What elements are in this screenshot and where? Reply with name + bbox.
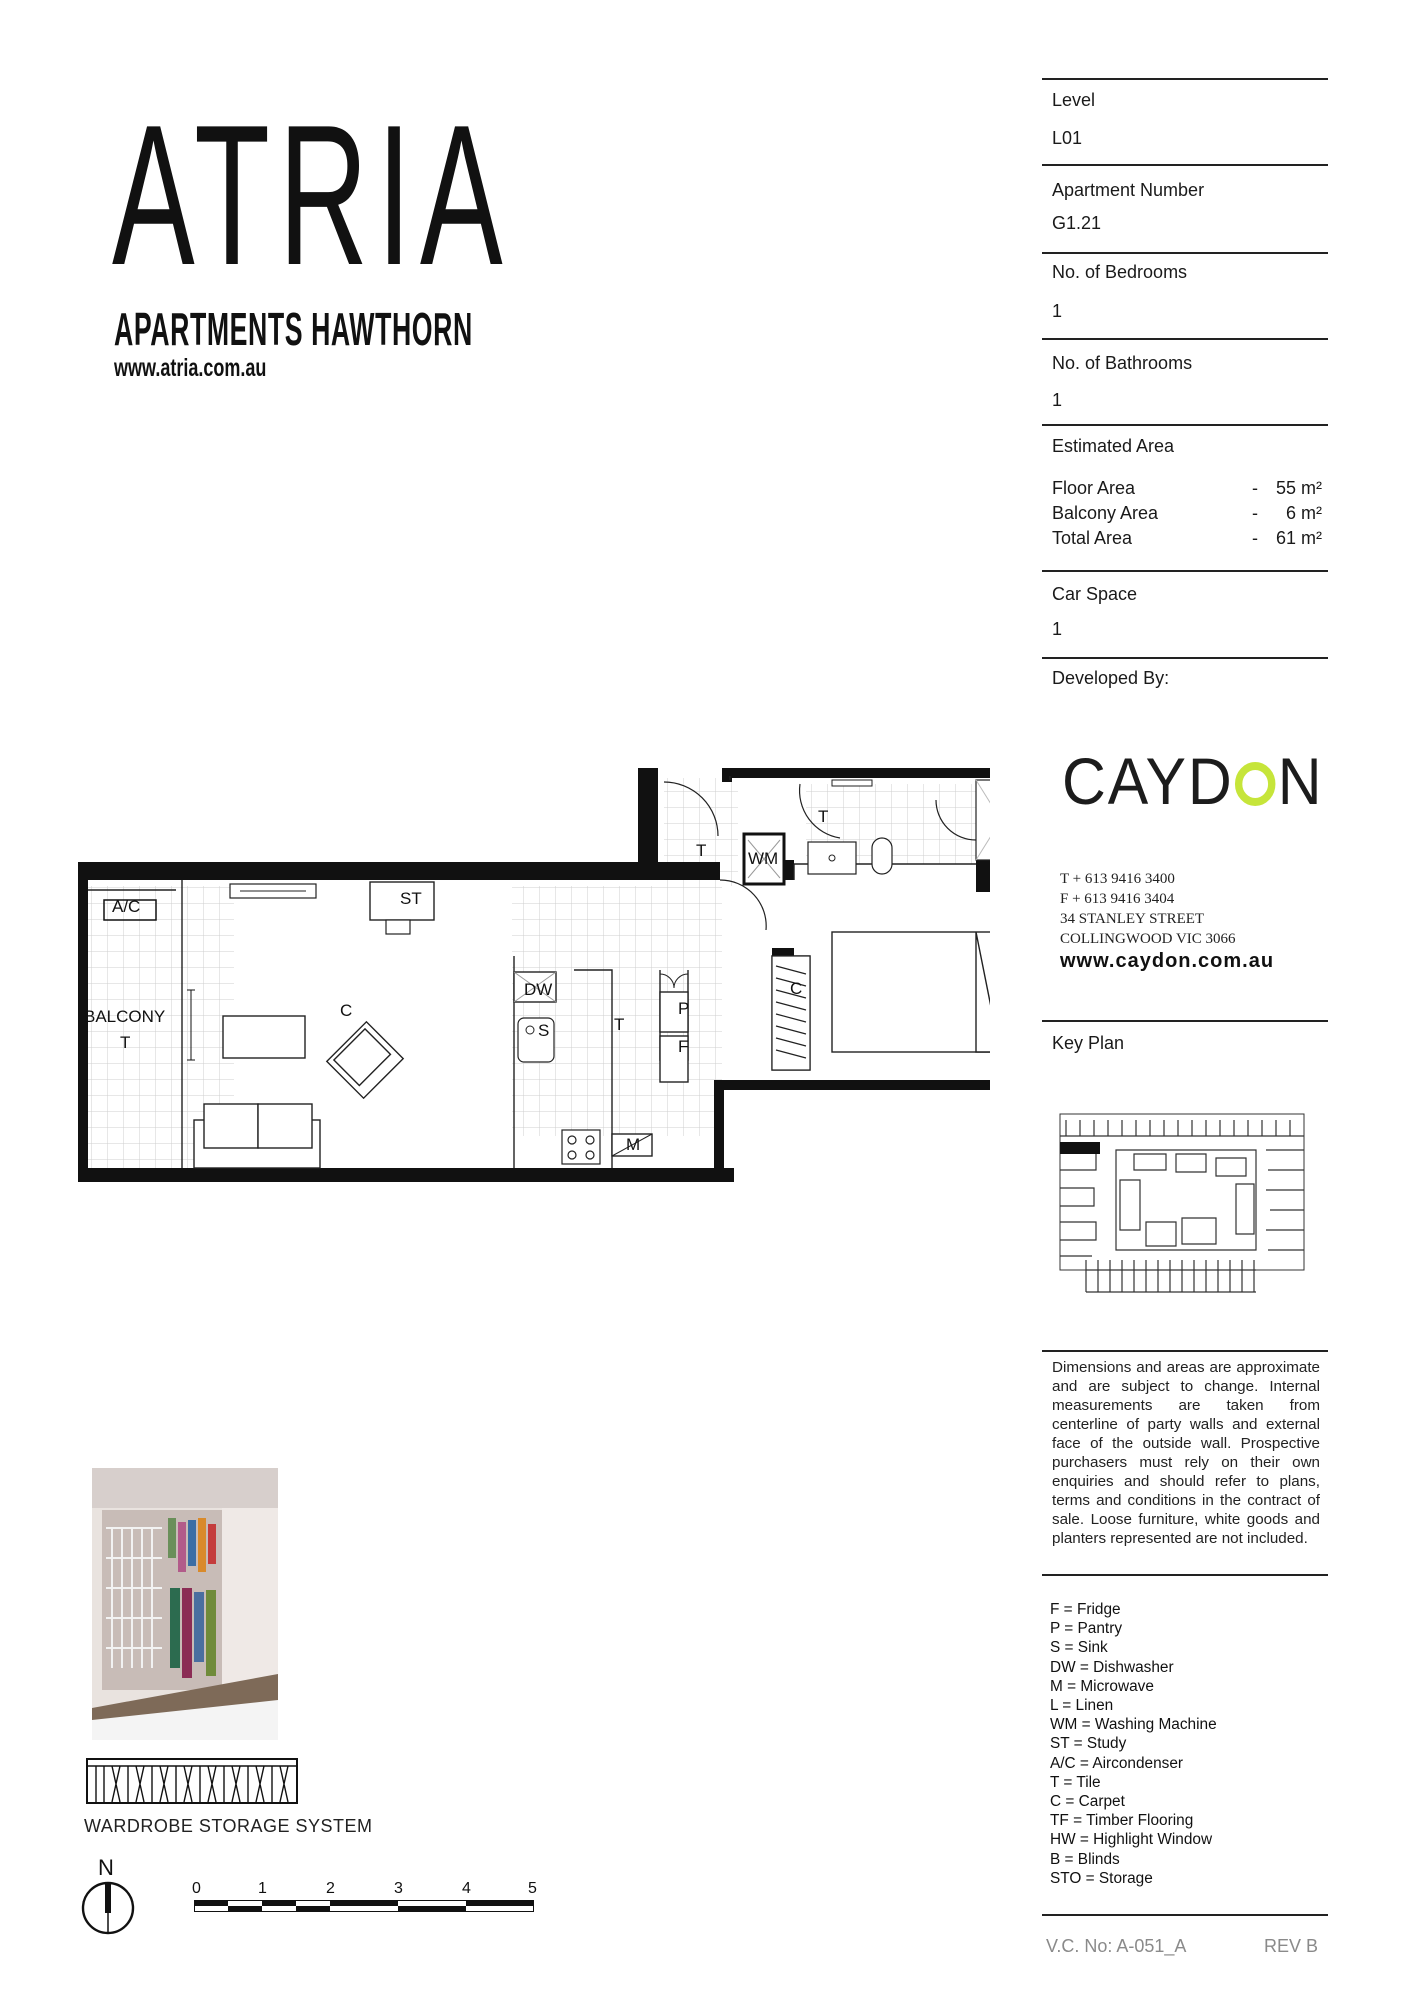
legend-item: B = Blinds: [1050, 1850, 1120, 1868]
developed-by-label: Developed By:: [1052, 668, 1170, 688]
brand-logo-title: ATRIA: [112, 84, 512, 307]
scale-label: 0: [192, 1880, 201, 1897]
vc-number: V.C. No: A-051_A: [1046, 1936, 1187, 1956]
key-plan-map: [1056, 1110, 1306, 1294]
balcony-floor-label: T: [120, 1033, 131, 1052]
developer-logo-ring: [1235, 762, 1275, 806]
area-value: 6 m²: [1286, 503, 1322, 523]
area-value: 55 m²: [1275, 478, 1322, 498]
legend-item: S = Sink: [1050, 1639, 1108, 1657]
microwave-label: M: [626, 1135, 641, 1154]
bathroom-floor-label: T: [818, 807, 829, 826]
legend-item: ST = Study: [1050, 1735, 1127, 1753]
dishwasher-label: DW: [524, 980, 553, 999]
study-label: ST: [400, 889, 422, 908]
divider: [1042, 657, 1328, 659]
car-space-value: 1: [1052, 619, 1063, 639]
divider: [1042, 570, 1328, 572]
area-dash: -: [1252, 528, 1258, 548]
basin: [808, 842, 856, 874]
key-plan-marker: [1060, 1142, 1100, 1154]
legend-item: C = Carpet: [1050, 1793, 1125, 1811]
apartment-number-value: G1.21: [1052, 213, 1102, 233]
divider: [1042, 164, 1328, 166]
legend-item: F = Fridge: [1050, 1601, 1121, 1618]
level-value: L01: [1052, 128, 1083, 148]
cooktop: [562, 1130, 600, 1164]
divider: [1042, 1350, 1328, 1352]
legend-item: TF = Timber Flooring: [1050, 1812, 1194, 1830]
area-dash: -: [1252, 503, 1258, 523]
brand-url: www.atria.com.au: [114, 354, 267, 382]
developer-phone: T + 613 9416 3400: [1060, 871, 1175, 887]
entry-floor-label: T: [696, 841, 707, 860]
legend-item: WM = Washing Machine: [1050, 1716, 1217, 1734]
kitchen-floor-label: T: [614, 1015, 625, 1034]
area-name: Floor Area: [1052, 478, 1136, 498]
developer-suburb: COLLINGWOOD VIC 3066: [1060, 931, 1236, 947]
washing-machine-label: WM: [748, 849, 779, 868]
divider: [1042, 252, 1328, 254]
key-plan-label: Key Plan: [1052, 1033, 1125, 1053]
divider: [1042, 1574, 1328, 1576]
pantry-label: P: [678, 999, 690, 1018]
north-arrow-icon: [80, 1880, 136, 1936]
divider: [1042, 78, 1328, 80]
brand-subtitle: APARTMENTS HAWTHORN: [114, 303, 473, 355]
revision: REV B: [1264, 1936, 1319, 1956]
apartment-number-label: Apartment Number: [1052, 180, 1205, 200]
scale-label: 3: [394, 1880, 403, 1897]
floor-plan: [60, 760, 990, 1190]
sofa: [194, 1104, 320, 1168]
developer-logo-text-end: N: [1277, 744, 1324, 818]
legend-item: HW = Highlight Window: [1050, 1831, 1213, 1849]
scale-label: 2: [326, 1880, 335, 1897]
area-name: Total Area: [1052, 528, 1133, 548]
divider: [1042, 1020, 1328, 1022]
developer-logo-text-start: CAYD: [1062, 744, 1234, 818]
developer-url[interactable]: www.caydon.com.au: [1060, 950, 1275, 972]
wardrobe-caption: WARDROBE STORAGE SYSTEM: [84, 1816, 373, 1836]
area-dash: -: [1252, 478, 1258, 498]
developer-fax: F + 613 9416 3404: [1060, 891, 1175, 907]
north-letter: N: [98, 1855, 114, 1880]
area-value: 61 m²: [1275, 528, 1322, 548]
sink-label: S: [538, 1021, 550, 1040]
divider: [1042, 338, 1328, 340]
living-floor-label: C: [340, 1001, 353, 1020]
wardrobe-photo: [92, 1468, 278, 1740]
divider: [1042, 1914, 1328, 1916]
armchair: [327, 1022, 403, 1098]
balcony-label: BALCONY: [84, 1007, 166, 1026]
bedroom-floor-label: C: [790, 979, 803, 998]
bedrooms-label: No. of Bedrooms: [1052, 262, 1188, 282]
scale-label: 5: [528, 1880, 537, 1897]
developer-logo: [1062, 744, 1324, 818]
legend-item: T = Tile: [1050, 1773, 1101, 1791]
wardrobe-elevation: [86, 1758, 298, 1804]
legend: [1050, 1600, 1217, 1888]
car-space-label: Car Space: [1052, 584, 1138, 604]
legend-item: A/C = Aircondenser: [1050, 1754, 1184, 1772]
bed: [832, 900, 990, 1080]
estimated-area-label: Estimated Area: [1052, 436, 1175, 456]
fridge-label: F: [678, 1037, 689, 1056]
scale-label: 1: [258, 1880, 267, 1897]
bathrooms-label: No. of Bathrooms: [1052, 353, 1193, 373]
wardrobe: [772, 956, 810, 1070]
bathrooms-value: 1: [1052, 390, 1063, 410]
coffee-table: [223, 1016, 305, 1058]
legend-item: L = Linen: [1050, 1697, 1114, 1715]
disclaimer-text: Dimensions and areas are approximate and are subject to change. Internal measurements are taken from centerline of party walls and external face of the outside wall. Prospective purchasers must rely on their own enquiries and should refer to plans, terms and conditions in the contract of sale. Loose furniture, white goods and planters represented are not included.: [1052, 1359, 1320, 1547]
legend-item: STO = Storage: [1050, 1869, 1153, 1887]
divider: [1042, 424, 1328, 426]
scale-label: 4: [462, 1880, 471, 1897]
bedrooms-value: 1: [1052, 301, 1063, 321]
area-name: Balcony Area: [1052, 503, 1159, 523]
developer-street: 34 STANLEY STREET: [1060, 911, 1205, 927]
legend-item: DW = Dishwasher: [1050, 1658, 1174, 1676]
ac-label: A/C: [112, 897, 141, 916]
level-label: Level: [1052, 90, 1096, 110]
toilet: [872, 838, 892, 874]
legend-item: P = Pantry: [1050, 1620, 1123, 1638]
legend-item: M = Microwave: [1050, 1677, 1154, 1695]
scale-bar: [194, 1898, 538, 1916]
